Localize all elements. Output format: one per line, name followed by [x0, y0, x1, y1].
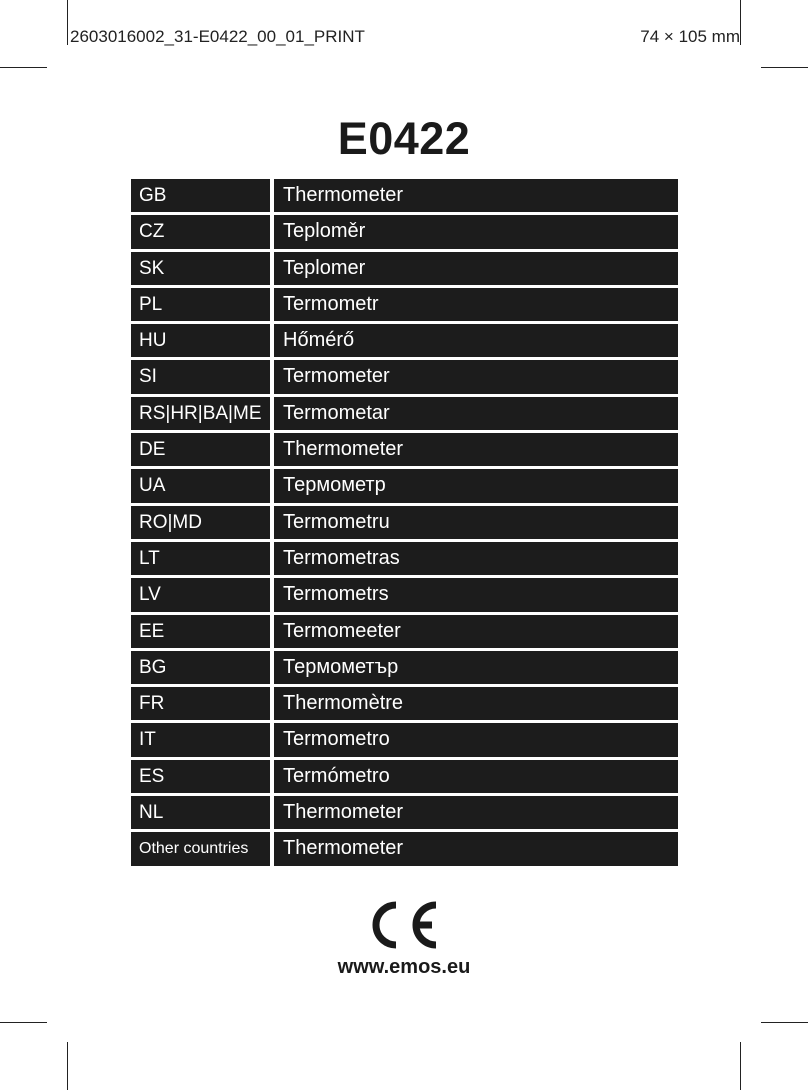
language-row [131, 615, 678, 648]
language-product-name: Thermometer [274, 796, 678, 829]
print-document-id: 2603016002_31-E0422_00_01_PRINT [70, 27, 365, 46]
website-url: www.emos.eu [337, 956, 471, 978]
crop-mark-bottom-right-horizontal [761, 1022, 808, 1023]
language-product-name: Termometar [274, 397, 678, 430]
language-product-name: Thermometer [274, 832, 678, 865]
language-row [131, 215, 678, 248]
language-code: SK [131, 252, 270, 285]
language-code: PL [131, 288, 270, 321]
language-row [131, 360, 678, 393]
language-product-name: Hőmérő [274, 324, 678, 357]
language-product-name: Thermometer [274, 433, 678, 466]
language-code: NL [131, 796, 270, 829]
language-row [131, 506, 678, 539]
language-code: IT [131, 723, 270, 756]
crop-mark-top-left-vertical [67, 0, 68, 45]
language-product-name: Teplomer [274, 252, 678, 285]
language-code: HU [131, 324, 270, 357]
language-code: RO|MD [131, 506, 270, 539]
language-row [131, 433, 678, 466]
language-row [131, 723, 678, 756]
language-product-name: Teploměr [274, 215, 678, 248]
language-row [131, 252, 678, 285]
language-code: SI [131, 360, 270, 393]
print-size: 74 × 105 mm [640, 27, 740, 46]
language-code: UA [131, 469, 270, 502]
language-product-name: Termometras [274, 542, 678, 575]
language-row [131, 651, 678, 684]
crop-mark-top-right-vertical [740, 0, 741, 45]
crop-mark-bottom-right-vertical [740, 1042, 741, 1090]
language-product-name: Thermometer [274, 179, 678, 212]
language-product-name: Termometr [274, 288, 678, 321]
language-row [131, 760, 678, 793]
model-title: E0422 [337, 113, 471, 164]
crop-mark-top-right-horizontal [761, 67, 808, 68]
language-code: ES [131, 760, 270, 793]
language-product-name: Termometrs [274, 578, 678, 611]
crop-mark-bottom-left-vertical [67, 1042, 68, 1090]
language-code: RS|HR|BA|ME [131, 397, 270, 430]
language-row [131, 179, 678, 212]
language-product-name: Termómetro [274, 760, 678, 793]
language-product-name: Термометър [274, 651, 678, 684]
language-row [131, 542, 678, 575]
language-row [131, 288, 678, 321]
language-code: LT [131, 542, 270, 575]
language-product-name: Termomeeter [274, 615, 678, 648]
language-code: GB [131, 179, 270, 212]
language-row [131, 832, 678, 865]
language-product-name: Termometer [274, 360, 678, 393]
language-product-name: Thermomètre [274, 687, 678, 720]
language-code: EE [131, 615, 270, 648]
language-row [131, 578, 678, 611]
language-code: LV [131, 578, 270, 611]
ce-mark-icon [366, 897, 442, 953]
language-row [131, 687, 678, 720]
language-product-name: Termometro [274, 723, 678, 756]
language-table [131, 179, 678, 869]
language-row [131, 397, 678, 430]
language-code: CZ [131, 215, 270, 248]
language-row [131, 324, 678, 357]
crop-mark-top-left-horizontal [0, 67, 47, 68]
language-product-name: Termometru [274, 506, 678, 539]
language-row [131, 469, 678, 502]
language-product-name: Термометр [274, 469, 678, 502]
language-row [131, 796, 678, 829]
crop-mark-bottom-left-horizontal [0, 1022, 47, 1023]
language-code: DE [131, 433, 270, 466]
language-code: BG [131, 651, 270, 684]
language-code: FR [131, 687, 270, 720]
language-code: Other countries [131, 832, 270, 865]
